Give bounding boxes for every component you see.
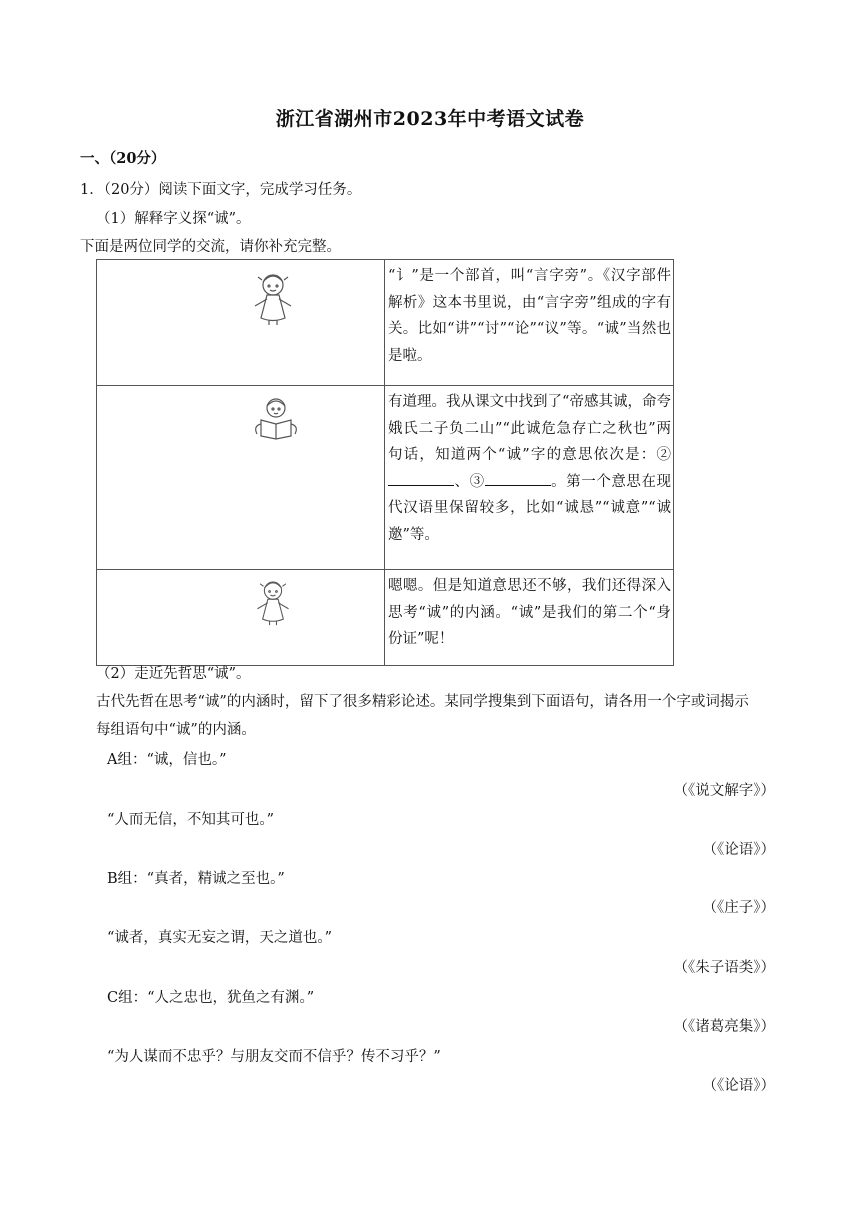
part1-intro: 下面是两位同学的交流，请你补充完整。: [80, 239, 341, 255]
dialog-row: [97, 260, 674, 386]
dialog-text: 嗯嗯。但是知道意思还不够，我们还得深入思考“诚”的内涵。“诚”是我们的第二个“身份证”呢！: [385, 570, 674, 666]
blank-label-3: ③: [469, 473, 485, 490]
dialog-text-b: 。第一个意思在现代汉语里保留较多，比如“诚恳”“诚意”“诚邀”等。: [388, 473, 672, 543]
girl-student-icon: [247, 576, 299, 626]
part1-heading: （1）解释字义探“诚”。: [96, 211, 251, 227]
dialog-row: [97, 570, 674, 666]
dialog-figure-cell: [97, 386, 385, 570]
boy-reading-icon: [247, 396, 305, 440]
quote-source: （《朱子语类》）: [673, 960, 775, 976]
quote-text: “为人谋而不忠乎？与朋友交而不信乎？传不习乎？”: [107, 1049, 441, 1065]
girl-student-icon: [247, 268, 299, 326]
answer-blank-2[interactable]: [388, 471, 454, 486]
part2-intro-line2: 每组语句中“诚”的内涵。: [96, 722, 256, 738]
quote-source: （《论语》）: [702, 1078, 775, 1094]
quote-source: （《论语》）: [702, 842, 775, 858]
quote-source: （《说文解字》）: [673, 783, 775, 799]
quote-text: B组：“真者，精诚之至也。”: [107, 871, 285, 887]
quote-text: “人而无信，不知其可也。”: [107, 812, 275, 828]
answer-blank-3[interactable]: [485, 471, 551, 486]
section-heading: 一、（20分）: [80, 150, 166, 167]
dialog-row: [97, 386, 674, 570]
dialog-table: [96, 259, 674, 666]
quote-source: （《庄子》）: [702, 900, 775, 916]
quote-text: “诚者，真实无妄之谓，天之道也。”: [107, 930, 333, 946]
blank-separator: 、: [454, 473, 470, 490]
dialog-figure-cell: [97, 260, 385, 386]
quote-source: （《诸葛亮集》）: [673, 1019, 775, 1035]
page-title: 浙江省湖州市2023年中考语文试卷: [275, 108, 585, 130]
quote-text: A组：“诚，信也。”: [107, 752, 227, 768]
quote-text: C组：“人之忠也，犹鱼之有渊。”: [107, 990, 315, 1006]
blank-label-2: ②: [656, 447, 671, 463]
dialog-figure-cell: [97, 570, 385, 666]
dialog-text-a: 有道理。我从课文中找到了“帝感其诚，命夸娥氏二子负二山”“此诚危急存亡之秋也”两句话，知道两个“诚”字的意思依次是：: [388, 394, 671, 463]
question-stem: 1．（20分）阅读下面文字，完成学习任务。: [80, 182, 362, 198]
dialog-text: “讠”是一个部首，叫“言字旁”。《汉字部件解析》这本书里说，由“言字旁”组成的字有关。比如“讲”“讨”“论”“议”等。“诚”当然也是啦。: [385, 260, 674, 386]
part2-heading: （2）走近先哲思“诚”。: [96, 666, 251, 682]
dialog-text: [385, 386, 674, 570]
part2-intro-line1: 古代先哲在思考“诚”的内涵时，留下了很多精彩论述。某同学搜集到下面语句，请各用一个字或词揭示: [96, 694, 749, 710]
